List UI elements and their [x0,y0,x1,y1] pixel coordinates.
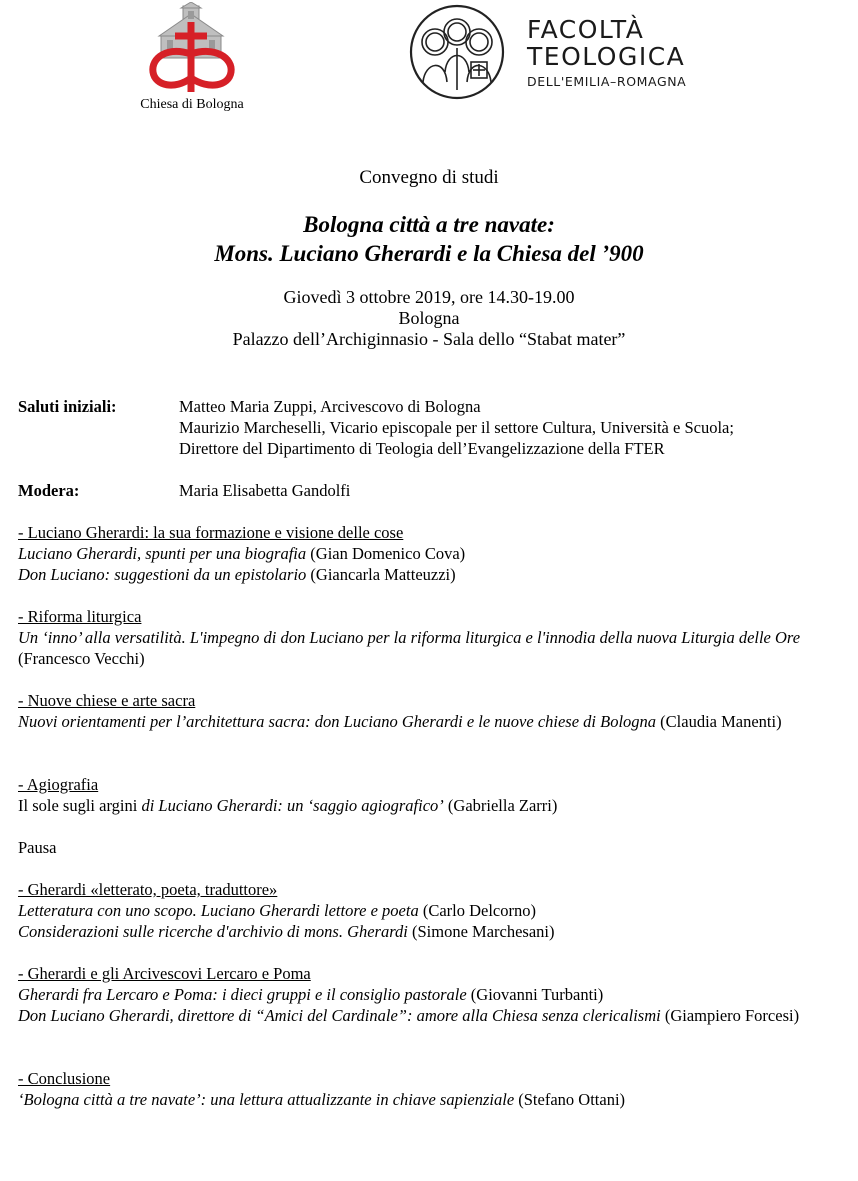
event-type: Convegno di studi [359,167,499,188]
talk-item [18,984,818,1005]
event-info [0,287,858,350]
event-title-line1: Bologna città a tre navate: [303,212,555,237]
event-title-line2: Mons. Luciano Gherardi e la Chiesa del ’900 [214,241,644,266]
talk-speaker: (Giampiero Forcesi) [660,1006,800,1025]
talk-title: Nuovi orientamenti per l’architettura sacra: don Luciano Gherardi e le nuove chiese di Bologna [18,712,657,731]
church-cross-icon [137,2,247,94]
section-heading: - Conclusione [18,1069,111,1088]
talk-item [18,1089,818,1110]
fter-name-line3: DELL'EMILIA–ROMAGNA [527,74,687,89]
section-heading: - Luciano Gherardi: la sua formazione e visione delle cose [18,523,404,542]
talk-title: Luciano Gherardi, spunti per una biografia [18,544,307,563]
talk-speaker: (Giancarla Matteuzzi) [306,565,456,584]
talk-speaker: (Simone Marchesani) [407,922,555,941]
program-section [18,522,818,585]
event-title [0,210,858,268]
talk-speaker: (Carlo Delcorno) [418,901,536,920]
talk-speaker: (Stefano Ottani) [514,1090,626,1109]
talk-item [18,921,818,942]
talk-speaker: (Francesco Vecchi) [18,649,145,668]
greetings-line: Maurizio Marcheselli, Vicario episcopale per il settore Cultura, Università e Scuola; [179,418,734,437]
talk-title: Don Luciano: suggestioni da un epistolario [18,565,307,584]
talk-title: di Luciano Gherardi: un ‘saggio agiografico’ [141,796,444,815]
talk-title: Letteratura con uno scopo. Luciano Gherardi lettore e poeta [18,901,419,920]
event-city: Bologna [398,308,460,328]
program-section [18,1068,818,1110]
program-section [18,774,818,816]
section-heading: - Nuove chiese e arte sacra [18,691,196,710]
talk-item [18,1005,818,1026]
program-section [18,879,818,942]
greetings-line: Matteo Maria Zuppi, Arcivescovo di Bologna [179,397,481,416]
talk-prefix: Il sole sugli argini [18,796,142,815]
pause-label: Pausa [18,838,57,857]
talk-item [18,543,818,564]
greetings-line: Direttore del Dipartimento di Teologia dell’Evangelizzazione della FTER [179,439,665,458]
talk-title: Don Luciano Gherardi, direttore di “Amici del Cardinale”: amore alla Chiesa senza clericalismi [18,1006,661,1025]
program-section [18,690,818,732]
section-heading: - Riforma liturgica [18,607,142,626]
talk-title: Considerazioni sulle ricerche d'archivio di mons. Gherardi [18,922,408,941]
talk-item [18,900,818,921]
talk-item [18,627,818,669]
talk-speaker: (Claudia Manenti) [656,712,782,731]
logo-caption: Chiesa di Bologna [140,97,244,112]
event-date: Giovedì 3 ottobre 2019, ore 14.30-19.00 [283,287,575,307]
section-heading: - Gherardi e gli Arcivescovi Lercaro e Poma [18,964,311,983]
talk-item [18,795,818,816]
section-heading: - Gherardi «letterato, poeta, traduttore» [18,880,278,899]
talk-item [18,564,818,585]
talk-speaker: (Gian Domenico Cova) [306,544,466,563]
fter-name-line2: TEOLOGICA [527,42,686,71]
fter-logo [407,2,707,102]
program-section [18,963,818,1026]
program-section [18,606,818,669]
greetings-list [179,396,839,459]
greetings-label: Saluti iniziali: [18,397,117,416]
section-heading: - Agiografia [18,775,99,794]
saints-emblem-icon [407,2,507,102]
talk-title: Un ‘inno’ alla versatilità. L'impegno di don Luciano per la riforma liturgica e l'innodia della nuova Liturgia delle Ore [18,628,801,647]
moderator-label: Modera: [18,481,80,500]
event-venue: Palazzo dell’Archiginnasio - Sala dello “Stabat mater” [232,329,626,349]
talk-speaker: (Gabriella Zarri) [443,796,558,815]
talk-speaker: (Giovanni Turbanti) [466,985,604,1004]
moderator-name: Maria Elisabetta Gandolfi [179,481,351,500]
fter-name-line1: FACOLTÀ [527,15,645,44]
talk-title: Gherardi fra Lercaro e Poma: i dieci gruppi e il consiglio pastorale [18,985,467,1004]
talk-title: ‘Bologna città a tre navate’: una lettura attualizzante in chiave sapienziale [18,1090,515,1109]
talk-item [18,711,818,732]
chiesa-di-bologna-logo [132,2,252,120]
